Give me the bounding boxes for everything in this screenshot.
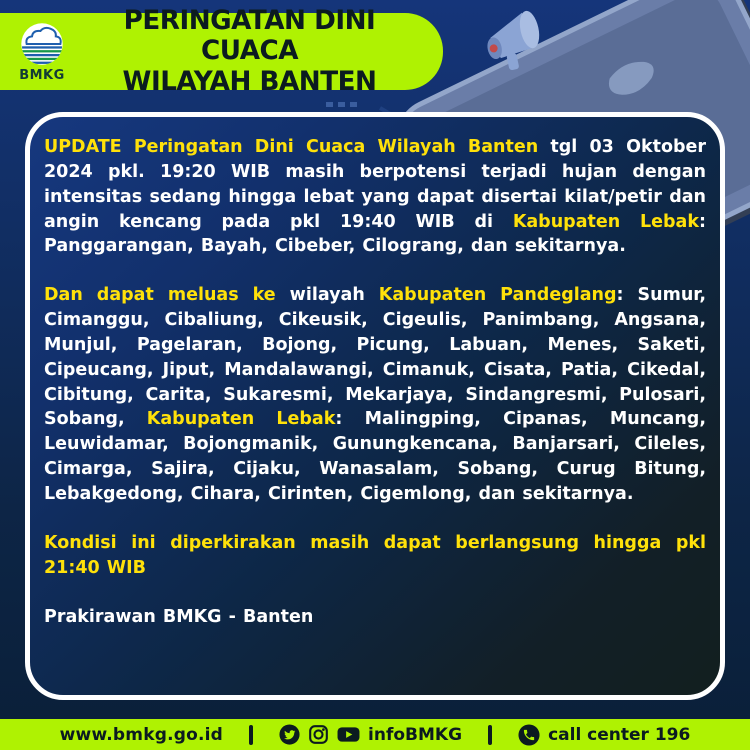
alert-paragraph-duration: Kondisi ini diperkirakan masih dapat berlangsung hingga pkl 21:40 WIB [44,532,706,578]
call-center-label: call center 196 [548,724,691,745]
forecaster-signature: Prakirawan BMKG - Banten [44,606,314,627]
bmkg-logo-icon [19,21,65,67]
phone-icon [518,724,540,746]
twitter-icon[interactable] [279,724,300,745]
social-group [279,724,462,745]
header-banner [0,5,443,97]
youtube-icon[interactable] [337,724,360,745]
call-center-group [518,724,690,746]
title-line-2: WILAYAH BANTEN [122,65,377,97]
instagram-icon[interactable] [308,724,329,745]
bmkg-logo [10,21,74,83]
alert-body-panel [25,112,725,700]
alert-paragraph-expansion: Dan dapat meluas ke wilayah Kabupaten Pandeglang: Sumur, Cimanggu, Cibaliung, Cikeusik, Cigeulis, Panimbang, Angsana, Munjul, Pagelaran, Bojong, Picung, Labuan, Menes, Saketi, Cipeucang, Jiput, Mandalawangi, Cimanuk, Cisata, Patia, Cikedal, Cibitung, Carita, Sukaresmi, Mekarjaya, Sindangresmi, Pulosari, Sobang, Kabupaten Lebak: Malingping, Cipanas, Muncang, Leuwidamar, Bojongmanik, Gunungkencana, Banjarsari, Cileles, Cimarga, Sajira, Cijaku, Wanasalam, Sobang, Curug Bitung, Lebakgedong, Cihara, Cirinten, Cigemlong, dan sekitarnya. [44,285,706,504]
page-title [79,6,419,97]
website-link[interactable]: www.bmkg.go.id [59,724,224,745]
title-line-1: PERINGATAN DINI CUACA [123,5,376,67]
footer-divider [488,725,492,745]
footer-divider [249,725,253,745]
bmkg-logo-label: BMKG [19,67,65,83]
footer-bar [0,719,750,750]
alert-paragraph-update: UPDATE Peringatan Dini Cuaca Wilayah Banten tgl 03 Oktober 2024 pkl. 19:20 WIB masih berpotensi terjadi hujan dengan intensitas sedang hingga lebat yang dapat disertai kilat/petir dan angin kencang pada pkl 19:40 WIB di Kabupaten Lebak: Panggarangan, Bayah, Cibeber, Cilograng, dan sekitarnya. [44,137,706,257]
social-handle: infoBMKG [368,724,463,745]
